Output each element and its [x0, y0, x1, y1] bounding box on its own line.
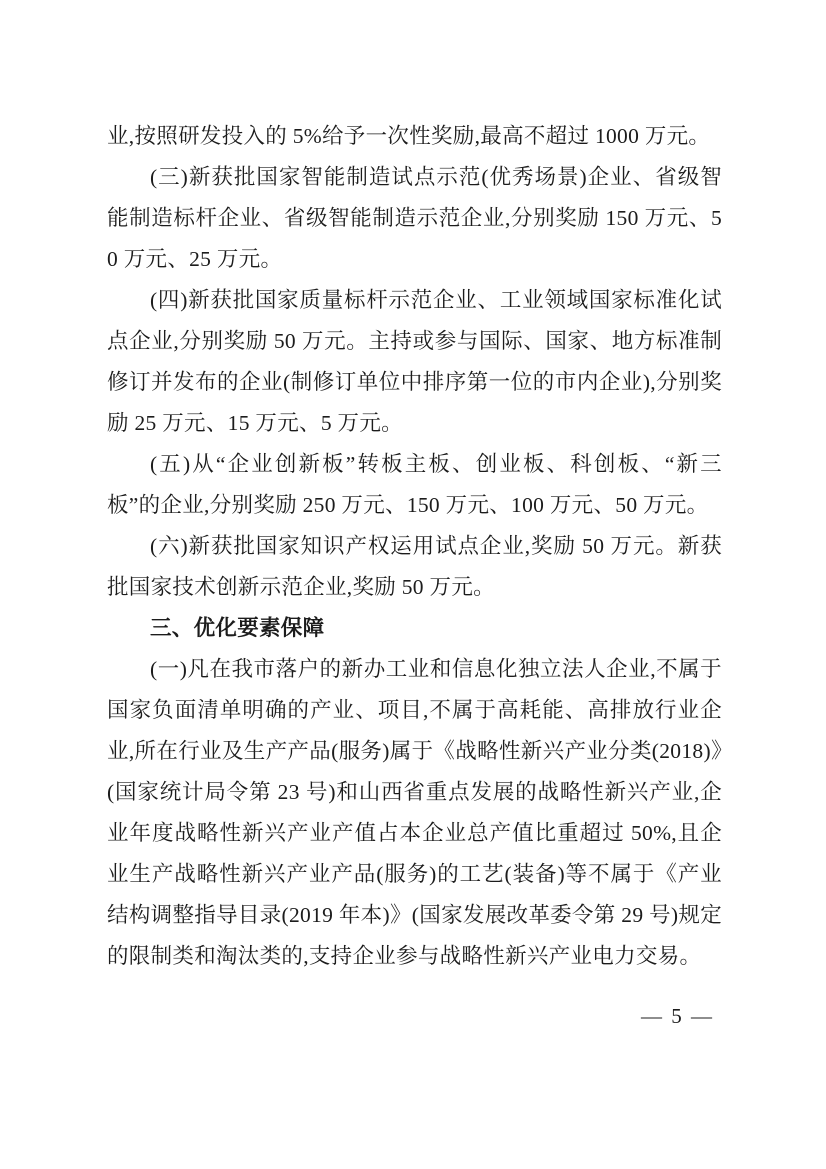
paragraph-item-6: (六)新获批国家知识产权运用试点企业,奖励 50 万元。新获批国家技术创新示范企业,奖励 50 万元。: [107, 534, 722, 599]
paragraph-continuation: 业,按照研发投入的 5%给予一次性奖励,最高不超过 1000 万元。: [107, 124, 711, 148]
paragraph-item-5: (五)从“企业创新板”转板主板、创业板、科创板、“新三板”的企业,分别奖励 250 万元、150 万元、100 万元、50 万元。: [107, 452, 722, 517]
section-heading: 三、优化要素保障: [150, 616, 325, 640]
document-body: [107, 116, 722, 977]
paragraph-item-3: (三)新获批国家智能制造试点示范(优秀场景)企业、省级智能制造标杆企业、省级智能制造示范企业,分别奖励 150 万元、50 万元、25 万元。: [107, 165, 722, 271]
page-number: — 5 —: [641, 1004, 714, 1028]
paragraph-item-4: (四)新获批国家质量标杆示范企业、工业领域国家标准化试点企业,分别奖励 50 万元。主持或参与国际、国家、地方标准制修订并发布的企业(制修订单位中排序第一位的市内企业),分别奖励 25 万元、15 万元、5 万元。: [107, 288, 722, 435]
paragraph-item-1: (一)凡在我市落户的新办工业和信息化独立法人企业,不属于国家负面清单明确的产业、项目,不属于高耗能、高排放行业企业,所在行业及生产产品(服务)属于《战略性新兴产业分类(2018)》(国家统计局令第 23 号)和山西省重点发展的战略性新兴产业,企业年度战略性新兴产业产值占本企业总产值比重超过 50%,且企业生产战略性新兴产业产品(服务)的工艺(装备)等不属于《产业结构调整指导目录(2019 年本)》(国家发展改革委令第 29 号)规定的限制类和淘汰类的,支持企业参与战略性新兴产业电力交易。: [107, 657, 722, 968]
